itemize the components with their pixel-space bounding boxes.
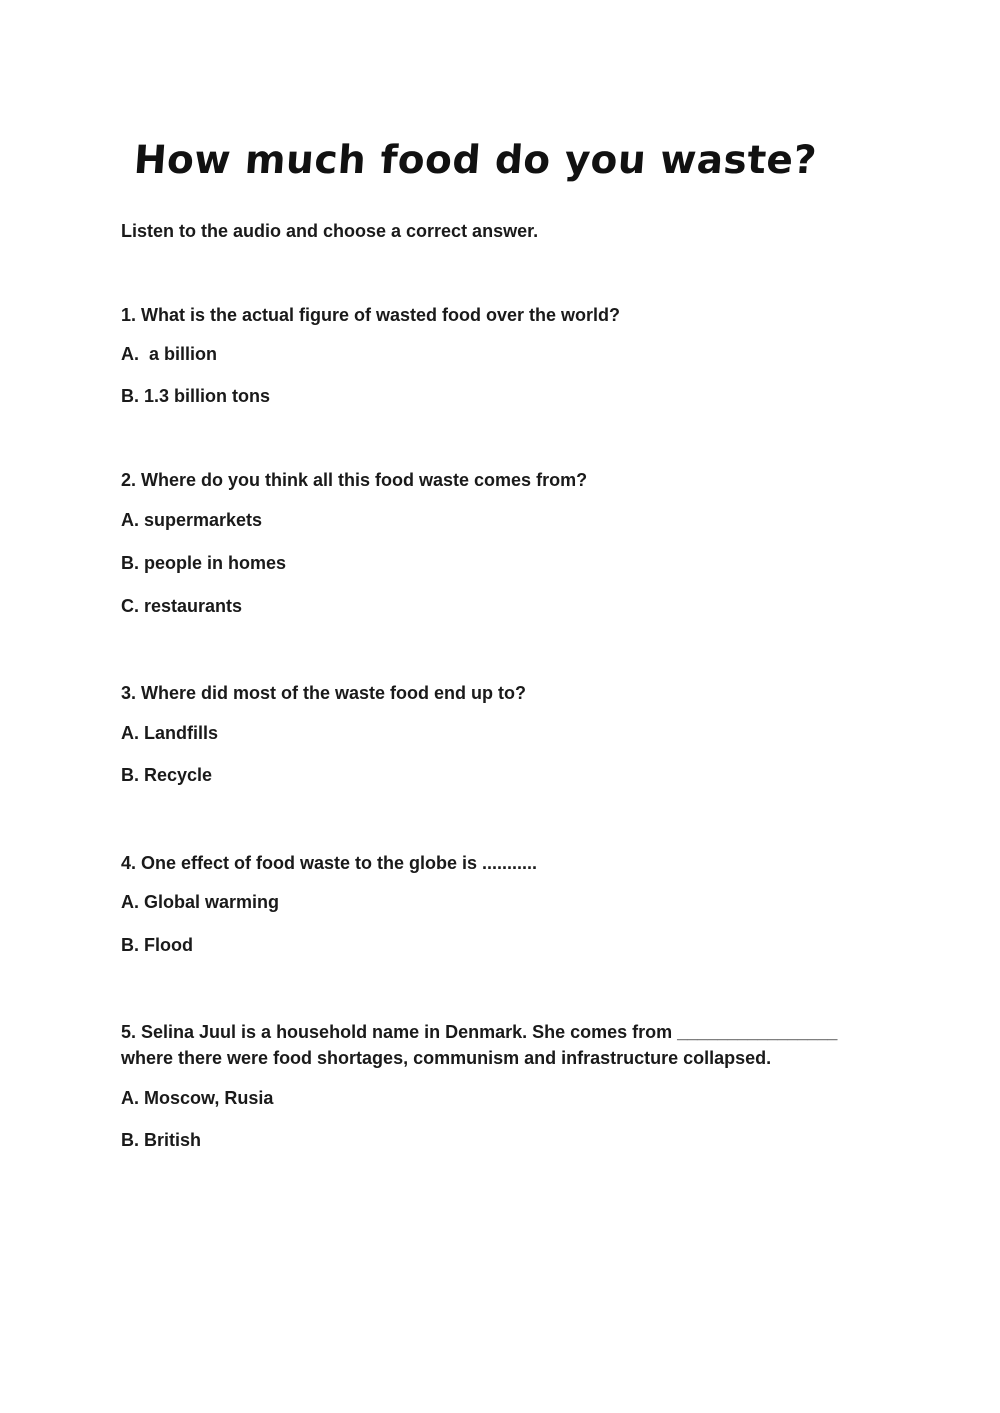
answer-option[interactable]: A. Moscow, Rusia: [121, 1088, 274, 1108]
answer-option[interactable]: A. Landfills: [121, 723, 219, 743]
question-1: [121, 302, 881, 406]
question-text: 1. What is the actual figure of wasted food over the world?: [121, 305, 621, 325]
question-text: 3. Where did most of the waste food end up to?: [121, 683, 526, 703]
worksheet-title: How much food do you waste?: [132, 138, 819, 183]
question-4: [121, 850, 881, 955]
answer-option[interactable]: B. people in homes: [121, 553, 287, 573]
answer-option[interactable]: A. supermarkets: [121, 510, 263, 530]
answer-option[interactable]: B. Recycle: [121, 765, 213, 785]
question-5: [121, 1019, 881, 1150]
answer-option[interactable]: A. a billion: [121, 344, 218, 364]
question-3: [121, 680, 881, 785]
instruction-text: Listen to the audio and choose a correct answer.: [121, 221, 539, 241]
answer-option[interactable]: C. restaurants: [121, 596, 243, 616]
answer-option[interactable]: B. Flood: [121, 935, 193, 955]
answer-option[interactable]: B. British: [121, 1130, 202, 1150]
answer-option[interactable]: A. Global warming: [121, 892, 280, 912]
answer-option[interactable]: B. 1.3 billion tons: [121, 386, 271, 406]
question-text: 2. Where do you think all this food waste comes from?: [121, 470, 588, 490]
question-text: 4. One effect of food waste to the globe is ...........: [121, 853, 538, 873]
question-2: [121, 467, 881, 616]
question-text: 5. Selina Juul is a household name in Denmark. She comes from ________________ where there were food shortages, communism and infrastructure collapsed.: [121, 1022, 838, 1068]
